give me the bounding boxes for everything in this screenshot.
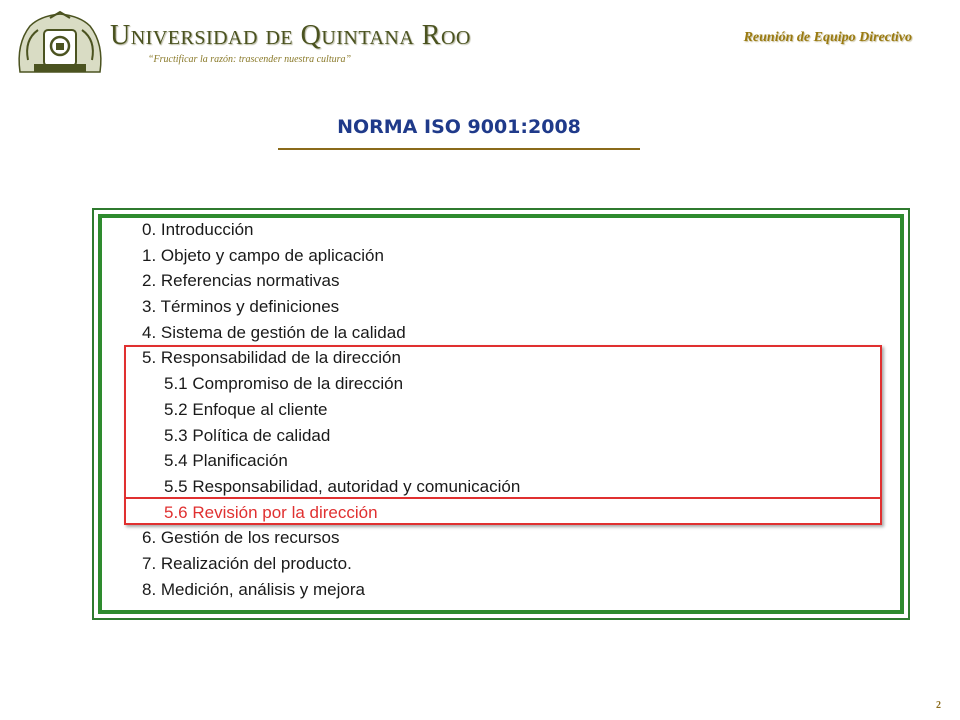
list-item: 5.5 Responsabilidad, autoridad y comunicación [164, 476, 521, 496]
list-item: 2. Referencias normativas [142, 271, 340, 291]
list-item: 5.4 Planificación [164, 451, 288, 471]
list-item: 5. Responsabilidad de la dirección [142, 348, 401, 368]
list-item: 0. Introducción [142, 220, 254, 239]
list-item: 5.1 Compromiso de la dirección [164, 374, 404, 394]
list-item: 5.2 Enfoque al cliente [164, 399, 328, 419]
list-item: 5.3 Política de calidad [164, 425, 331, 445]
university-crest-icon [14, 10, 106, 78]
list-item: 1. Objeto y campo de aplicación [142, 245, 384, 265]
list-item-highlighted: 5.6 Revisión por la dirección [164, 502, 378, 522]
meeting-label: Reunión de Equipo Directivo [743, 30, 912, 45]
university-motto: “Fructificar la razón: trascender nuestra cultura” [148, 54, 352, 65]
title-underline [278, 148, 640, 150]
slide-title: NORMA ISO 9001:2008 [337, 116, 581, 138]
list-item: 3. Términos y definiciones [142, 297, 340, 317]
list-item: 7. Realización del producto. [142, 553, 352, 573]
list-item: 4. Sistema de gestión de la calidad [142, 322, 406, 342]
list-item: 8. Medición, análisis y mejora [142, 579, 365, 599]
subsection-5-6-highlight-box [124, 497, 882, 525]
page-number: 2 [936, 700, 941, 711]
list-item: 6. Gestión de los recursos [142, 528, 340, 548]
university-name: Universidad de Quintana Roo [110, 20, 471, 51]
